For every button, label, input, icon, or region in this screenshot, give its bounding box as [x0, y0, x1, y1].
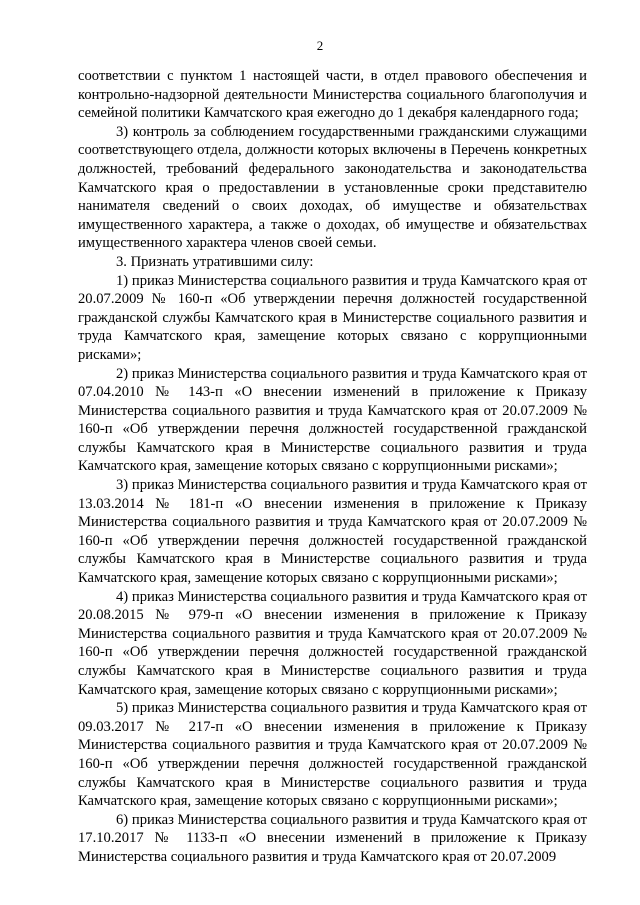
paragraph-order-5: 5) приказ Министерства социального развития и труда Камчатского края от 09.03.2017 № 217-п «О внесении изменения в приложение к Приказу Министерства социального развития и труда Камчатского края от 20.07.2009 № 160-п «Об утверждении перечня должностей государственной гражданской службы Камчатского края в Министерстве социального развития и труда Камчатского края, замещение которых связано с коррупционными рисками»; — [78, 700, 587, 810]
paragraph-order-3: 3) приказ Министерства социального развития и труда Камчатского края от 13.03.2014 № 181-п «О внесении изменения в приложение к Приказу Министерства социального развития и труда Камчатского края от 20.07.2009 № 160-п «Об утверждении перечня должностей государственной гражданской службы Камчатского края в Министерстве социального развития и труда Камчатского края, замещение которых связано с коррупционными рисками»; — [78, 477, 587, 587]
document-body — [78, 67, 587, 867]
paragraph-section-3-heading: 3. Признать утратившими силу: — [116, 253, 314, 270]
paragraph-item-3-control: 3) контроль за соблюдением государственными гражданскими служащими соответствующего отдела, должности которых включены в Перечень конкретных должностей, требований федерального законодательства и законодательства Камчатского края о предоставлении в установленные сроки представителю нанимателя сведений о своих доходах, об имуществе и обязательствах имущественного характера, а также о доходах, об имуществе и обязательствах имущественного характера членов своей семьи. — [78, 123, 587, 252]
paragraph-order-2: 2) приказ Министерства социального развития и труда Камчатского края от 07.04.2010 № 143-п «О внесении изменений в приложение к Приказу Министерства социального развития и труда Камчатского края от 20.07.2009 № 160-п «Об утверждении перечня должностей государственной гражданской службы Камчатского края в Министерстве социального развития и труда Камчатского края, замещение которых связано с коррупционными рисками»; — [78, 365, 587, 475]
paragraph-continuation: соответствии с пунктом 1 настоящей части, в отдел правового обеспечения и контрольно-надзорной деятельности Министерства социального благополучия и семейной политики Камчатского края ежегодно до 1 декабря календарного года; — [78, 68, 587, 122]
paragraph-order-4: 4) приказ Министерства социального развития и труда Камчатского края от 20.08.2015 № 979-п «О внесении изменения в приложение к Приказу Министерства социального развития и труда Камчатского края от 20.07.2009 № 160-п «Об утверждении перечня должностей государственной гражданской службы Камчатского края в Министерстве социального развития и труда Камчатского края, замещение которых связано с коррупционными рисками»; — [78, 588, 587, 698]
page-number: 2 — [316, 38, 324, 53]
paragraph-order-1: 1) приказ Министерства социального развития и труда Камчатского края от 20.07.2009 № 160-п «Об утверждении перечня должностей государственной гражданской службы Камчатского края в Министерстве социального развития и труда Камчатского края, замещение которых связано с коррупционными рисками»; — [78, 272, 587, 363]
paragraph-order-6: 6) приказ Министерства социального развития и труда Камчатского края от 17.10.2017 № 1133-п «О внесении изменений в приложение к Приказу Министерства социального развития и труда Камчатского края от 20.07.2009 — [78, 811, 587, 865]
